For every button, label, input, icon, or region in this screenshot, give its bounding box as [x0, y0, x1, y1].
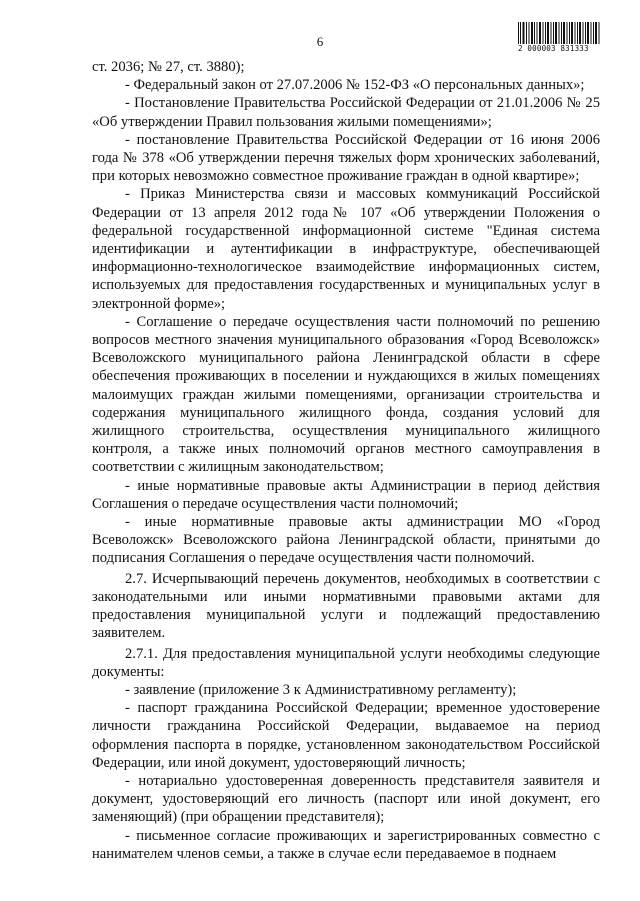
- paragraph: - иные нормативные правовые акты Администрации в период действия Соглашения о передаче осуществления части полномочий;: [92, 477, 600, 512]
- list-item: - нотариально удостоверенная доверенность представителя заявителя и документ, удостоверяющий его личность (паспорт или иной документ, его заменяющий) (при обращении представителя);: [92, 772, 600, 826]
- barcode-bars: [518, 22, 600, 44]
- paragraph: - Федеральный закон от 27.07.2006 № 152-ФЗ «О персональных данных»;: [125, 77, 585, 94]
- paragraph: - иные нормативные правовые акты администрации МО «Город Всеволожск» Всеволожского района Ленинградской области, принятыми до подписания Соглашения о передаче осуществления части полномочий.: [92, 514, 600, 567]
- list-item: - заявление (приложение 3 к Административному регламенту);: [125, 681, 517, 698]
- section-paragraph: 2.7.1. Для предоставления муниципальной услуги необходимы следующие документы:: [92, 645, 600, 680]
- list-item: - письменное согласие проживающих и зарегистрированных совместно с нанимателем членов семьи, а также в случае если передаваемое в поднаем: [92, 827, 600, 862]
- document-body: [92, 58, 600, 863]
- paragraph: - Соглашение о передаче осуществления части полномочий по решению вопросов местного значения муниципального образования «Город Всеволожск» Всеволожского муниципального района Ленинградской области в сфере обеспечения проживающих в поселении и нуждающихся в жилых помещениях малоимущих граждан жилыми помещениями, организации строительства и содержания муниципального жилищного фонда, создания условий для жилищного строительства, осуществления муниципального жилищного контроля, а также иных полномочий органов местного самоуправления в соответствии с жилищным законодательством;: [92, 313, 600, 476]
- paragraph: - Приказ Министерства связи и массовых коммуникаций Российской Федерации от 13 апреля 2012 года№ 107 «Об утверждении Положения о федеральной государственной информационной системе "Единая система идентификации и аутентификации в инфраструктуре, обеспечивающей информационно-технологическое взаимодействие информационных систем, используемых для предоставления государственных и муниципальных услуг в электронной форме»;: [92, 186, 600, 312]
- paragraph: - постановление Правительства Российской Федерации от 16 июня 2006 года № 378 «Об утверждении перечня тяжелых форм хронических заболеваний, при которых невозможно совместное проживание граждан в одной квартире»;: [92, 131, 600, 185]
- list-item: - паспорт гражданина Российской Федерации; временное удостоверение личности гражданина Российской Федерации, выдаваемое на период оформления паспорта в порядке, установленном законодательством Российской Федерации, или иной документ, удостоверяющий личность;: [92, 700, 600, 771]
- page-number: 6: [316, 34, 324, 49]
- barcode: [518, 22, 600, 53]
- paragraph: ст. 2036; № 27, ст. 3880);: [92, 59, 245, 75]
- barcode-number: 2 000003 831333: [518, 44, 589, 53]
- paragraph: - Постановление Правительства Российской Федерации от 21.01.2006 № 25 «Об утверждении Правил пользования жилыми помещениями»;: [92, 95, 600, 130]
- section-paragraph: 2.7. Исчерпывающий перечень документов, необходимых в соответствии с законодательными или иными нормативными правовыми актами для предоставления муниципальной услуги и подлежащий предоставлению заявителем.: [92, 570, 600, 642]
